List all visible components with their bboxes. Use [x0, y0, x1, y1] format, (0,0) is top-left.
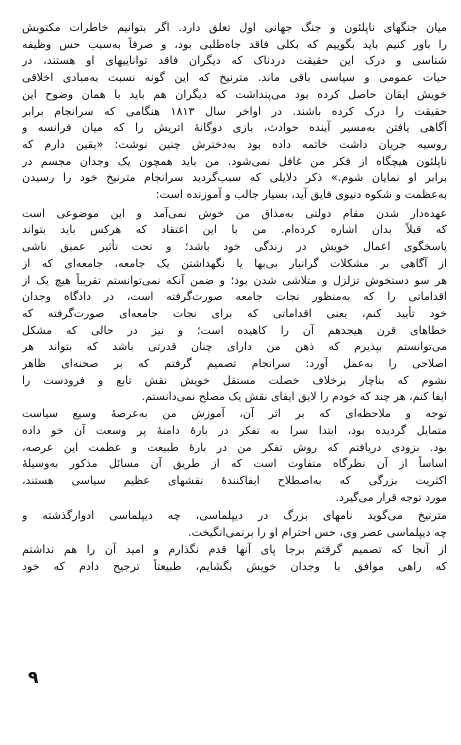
intro-paragraph [22, 20, 447, 204]
text-line: حقیقت را درک کرده باشند. در اواخر سال ۱۸۱۳ هنگامی که سرانجام برابر [22, 104, 447, 118]
text-line: میان جنگهای ناپلئون و جنگ جهانی اول تعلق دارد. اگر بتوانیم خاطرات مکتوبش [22, 21, 447, 34]
quote-line: هر سو دستخوش تزلزل و متلاشی شدن بود؛ و ضمن آنکه نمی‌توانستم تقریباً هیچ یک از [22, 273, 447, 287]
quote-line: که قبلاً بدان اشاره کرده‌ام. من با این اعتقاد که هرکس باید بتواند [22, 223, 447, 237]
text-line: ناپلئون هیچگاه از فکر من غافل نمی‌شود. من باید همچون یک وجدان مجسم در [22, 154, 447, 168]
text-line: را باور کنیم باید بگوییم که بکلی فاقد جاه‌طلبی بود، و صرفاً به‌سبب حس وظیفه‌ [22, 37, 447, 51]
text-line: حیات عمومی و سیاسی باقی ماند. مترنیخ که این گونه نسبت به‌مبادی اخلاقی [22, 71, 447, 85]
quote-line: مورد توجه قرار می‌گیرد. [335, 490, 447, 504]
quote-line: بود. بزودی دریافتم که روش تفکر من در بارهٔ طبیعت و عظمت این عرصه، [22, 440, 447, 454]
quote-line: اکثریت بزرگی که به‌اصطلاح ایفاکنندهٔ نقشهای عظیم سیاسی هستند، [22, 473, 447, 487]
text-line: برابر او نمایان شوم.» ذکر دلایلی که سبب‌گردید سرانجام مترنیخ خود را رسیدن [22, 171, 447, 185]
quote-line: ایفا کنم، هر چند که خودم را لایق ایفای نقش یک مصلح نمی‌دانستم. [141, 390, 447, 404]
page-number: ۹ [28, 668, 39, 688]
quote-line: نشوم که بناچار برخلاف خصلت مستقل خویش نقش تابع و فرودست را [22, 373, 447, 387]
quote-line: خود تأیید کنم، یعنی اقداماتی که برای نجات جامعه‌ای صورت‌گرفته که [22, 306, 447, 320]
quote-line: اساساً از آن نظرگاه متفاوت است که از طریق آن مسائل مذکور به‌وسیلهٔ [22, 457, 447, 471]
text-line: خویش ایقان حاصل کرده بود می‌پنداشت که دیگران هم باید با همان وضوح این [22, 87, 447, 101]
quote-line: می‌توانستم بپذیرم که ذهن من دارای چنان قدرتی باشد که بتواند هر [22, 340, 447, 354]
quote-line: متمایل گردیده بود، ابتدا سرا به تفکر در بارهٔ دامنهٔ پر وسعت آن خو داده [22, 423, 447, 437]
text-line: آگاهی یافتن به‌مسیر آینده حوادث، بازی دوگانهٔ اتریش را که میان فرانسه و [22, 121, 447, 135]
text-line: چه دیپلماسی عصر وی، حس احترام او را برنمی‌انگیخت. [188, 526, 447, 540]
quote-line: از آگاهی بر مشکلات گرانبار بی‌بها یا نگهداشتن یک جامعه، جامعه‌ای که از [22, 256, 447, 270]
closing-paragraph [22, 508, 447, 575]
quote-block [22, 206, 447, 406]
quote-line: اصلاحی را به‌عمل آورد: سرانجام تصمیم گرفتم که بر صحنه‌ای ظاهر [22, 357, 447, 371]
text-line: به‌عظمت و شکوه دنیوی فایق آید، بسیار جالب و آموزنده است: [155, 188, 447, 202]
quote-line: اقداماتی را که به‌منظور نجات جامعه صورت‌گرفته است، در دادگاه وجدان [22, 290, 447, 304]
quote-line: خطاهای قرن هیجدهم آن را کاهیده است؛ و نیز در حالی که مشکل [22, 323, 447, 337]
text-line: روسیه جریان داشت خاتمه داده بود به‌دخترش چنین نوشت: «یقین دارم که [22, 137, 447, 151]
text-line: از آنجا که تصمیم گرفتم برجا پای آنها قدم نگذارم و امید آن را هم نداشتم [22, 542, 447, 556]
second-quote-paragraph [22, 406, 447, 506]
quote-line: عهده‌دار شدن مقام دولتی به‌مذاق من خوش نمی‌آمد و این موضوعی است [22, 206, 447, 220]
text-line: مترنیخ می‌گوید نامهای بزرگ در دیپلماسی، چه دیپلماسی ادوارگذشته و [22, 509, 447, 523]
quote-line: توجه و ملاحظه‌ای که بر اثر آن، آموزش من به‌عرصهٔ وسیع سیاست [22, 407, 447, 421]
text-line: که راهی موافق با وجدان خویش بگشایم، طبیعتاً ترجیح دادم که خود [22, 559, 447, 573]
quote-line: پاسخگوی اعمال خویش در زندگی خود باشد؛ و تحت تأثیر عمیق ناشی [22, 240, 447, 254]
text-line: شناسی و درک این حقیقت دردناک که دیگران فاقد تواناییهای او هستند، در [22, 54, 447, 68]
